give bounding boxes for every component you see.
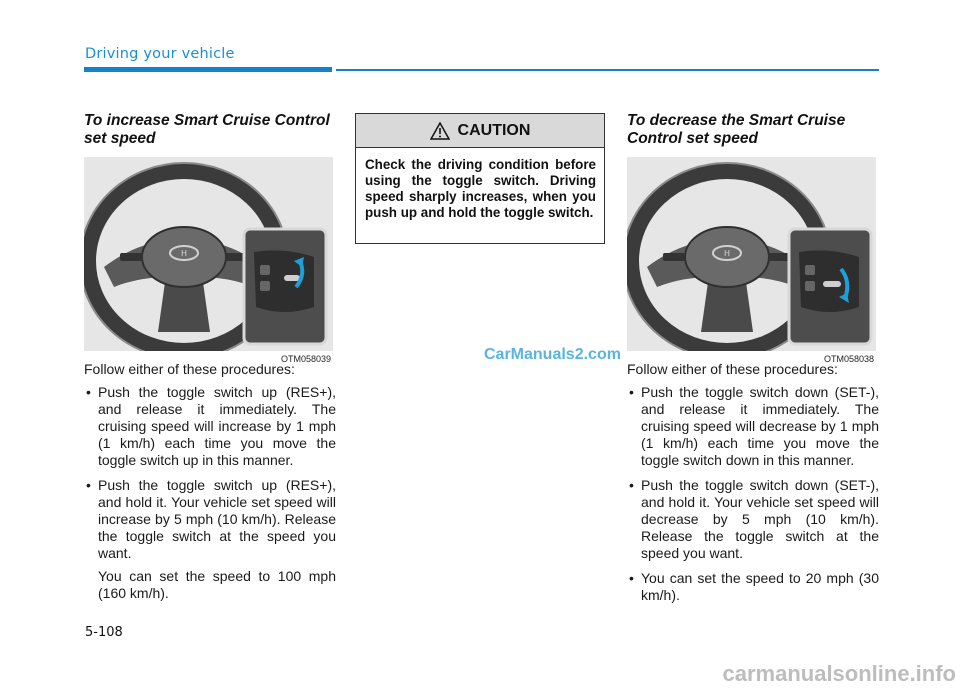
- list-item: • Push the toggle switch down (SET-), and release it immediately. The cruising speed will decrease by 1 mph (1 km/h) each time you move the toggle switch down in this manner.: [629, 384, 879, 468]
- decrease-speed-text: [627, 361, 879, 612]
- bullet-glyph: •: [629, 384, 634, 400]
- svg-text:H: H: [180, 249, 188, 258]
- steering-wheel-figure-down: [627, 157, 876, 364]
- footer-watermark: carmanualsonline.info: [722, 661, 956, 686]
- list-item: • Push the toggle switch up (RES+), and hold it. Your vehicle set speed will increase by 5 mph (10 km/h). Release the toggle switch at the speed you want.: [86, 477, 336, 561]
- svg-text:H: H: [723, 249, 731, 258]
- procedure-intro: Follow either of these procedures:: [84, 361, 295, 377]
- increase-speed-text: [84, 361, 336, 602]
- caution-box: [355, 113, 605, 244]
- steering-wheel-illustration: [627, 157, 876, 351]
- steering-wheel-illustration: [84, 157, 333, 351]
- bullet-glyph: •: [629, 570, 634, 586]
- bullet-glyph: •: [86, 477, 91, 493]
- list-item: • Push the toggle switch down (SET-), and hold it. Your vehicle set speed will decrease by 5 mph (10 km/h). Release the toggle switch at the speed you want.: [629, 477, 879, 561]
- bullet-glyph: •: [629, 477, 634, 493]
- increase-speed-heading: To increase Smart Cruise Control set speed: [84, 112, 330, 147]
- bullet-glyph: •: [86, 384, 91, 400]
- steering-wheel-figure-up: [84, 157, 333, 364]
- warning-triangle-icon: [430, 122, 450, 140]
- list-item: • Push the toggle switch up (RES+), and release it immediately. The cruising speed will increase by 1 mph (1 km/h) each time you move the toggle switch up in this manner.: [86, 384, 336, 468]
- watermark-link[interactable]: CarManuals2.com: [484, 346, 621, 363]
- list-item: • You can set the speed to 20 mph (30 km/h).: [629, 570, 879, 603]
- figure-code: OTM058038: [823, 354, 874, 364]
- section-title: Driving your vehicle: [85, 46, 235, 62]
- caution-header: [356, 114, 604, 148]
- procedure-intro: Follow either of these procedures:: [627, 361, 838, 377]
- procedure-list: [627, 384, 879, 604]
- caution-title: CAUTION: [457, 121, 531, 139]
- figure-code: OTM058039: [280, 354, 331, 364]
- procedure-list: [84, 384, 336, 562]
- caution-text: Check the driving condition before using the toggle switch. Driving speed sharply increases, when you push up and hold the toggle switch.: [365, 157, 596, 220]
- decrease-speed-heading: To decrease the Smart Cruise Control set speed: [627, 112, 846, 147]
- speed-limit-note: You can set the speed to 100 mph (160 km/h).: [98, 568, 336, 601]
- header-rule: [336, 69, 879, 71]
- page-number: 5-108: [85, 625, 123, 640]
- header-accent-bar: [84, 67, 332, 72]
